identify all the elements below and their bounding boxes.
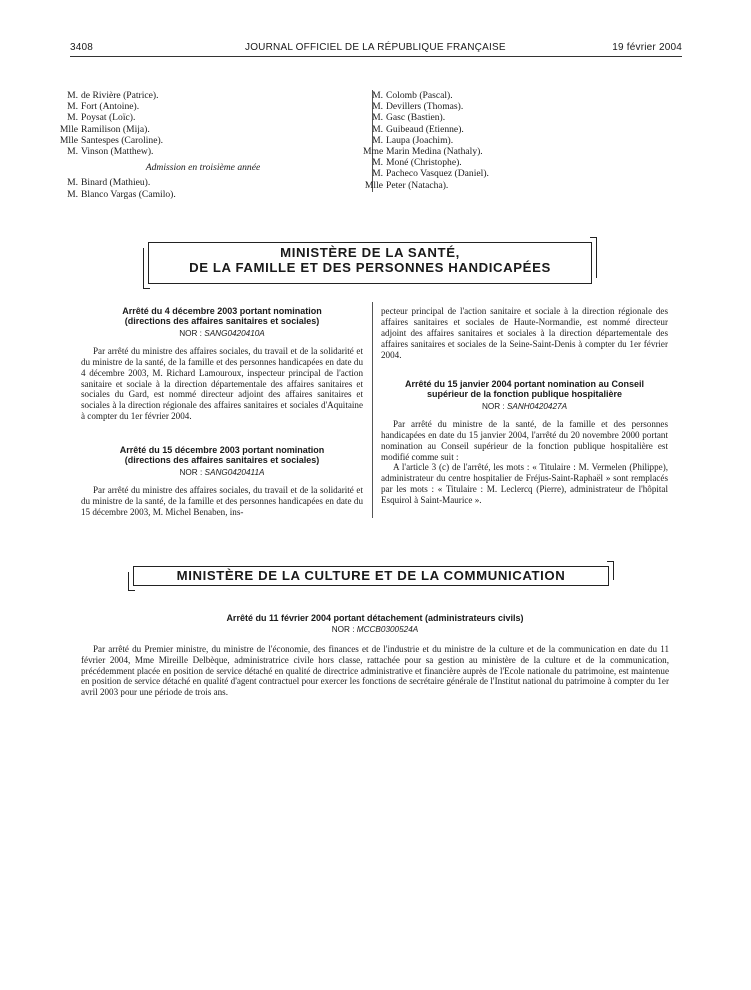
list-item: M. Gasc (Bastien).	[372, 112, 446, 124]
header-rule	[70, 56, 682, 57]
list-item: Mme Marin Medina (Nathaly).	[363, 146, 483, 158]
arrete-4	[81, 613, 669, 697]
arrete-2-nor: NOR : SANG0420411A	[179, 467, 265, 477]
arrete-4-title: Arrêté du 11 février 2004 portant détachement (administrateurs civils)	[226, 613, 524, 623]
arrete-2-continuation	[381, 306, 668, 361]
issue-date: 19 février 2004	[612, 42, 682, 53]
list-item: M. Binard (Mathieu).	[67, 177, 151, 189]
list-item: M. Laupa (Joachim).	[372, 134, 454, 146]
list-item: Mlle Peter (Natacha).	[364, 179, 449, 191]
arrete-2-title: Arrêté du 15 décembre 2003 portant nomination (directions des affaires sanitaires et sociales)	[119, 445, 325, 466]
page-number: 3408	[70, 42, 94, 53]
list-item: M. Moné (Christophe).	[372, 157, 462, 169]
ministry-culture-title: MINISTÈRE DE LA CULTURE ET DE LA COMMUNICATION	[176, 568, 566, 583]
list-item: M. de Rivière (Patrice).	[67, 90, 159, 101]
admission-subheading: Admission en troisième année	[145, 162, 261, 174]
list-item: Mlle Ramilison (Mija).	[59, 123, 150, 135]
list-item: M. Devillers (Thomas).	[372, 101, 464, 113]
arrete-3-title: Arrêté du 15 janvier 2004 portant nomination au Conseil supérieur de la fonction publique hospitalière	[404, 379, 645, 400]
arrete-1	[81, 306, 363, 422]
list-item: M. Vinson (Matthew).	[67, 146, 154, 158]
arrete-2	[81, 445, 363, 518]
names-list-right	[363, 90, 663, 191]
ministry-sante-line2: DE LA FAMILLE ET DES PERSONNES HANDICAPÉES	[189, 260, 551, 275]
ministry-sante-heading	[148, 242, 592, 284]
list-item: M. Fort (Antoine).	[67, 101, 140, 113]
arrete-4-nor: NOR : MCCB0300524A	[331, 625, 419, 635]
journal-title: JOURNAL OFFICIEL DE LA RÉPUBLIQUE FRANÇAISE	[245, 42, 506, 53]
list-item: M. Colomb (Pascal).	[372, 90, 453, 101]
arrete-1-title: Arrêté du 4 décembre 2003 portant nomination (directions des affaires sanitaires et sociales)	[122, 306, 322, 327]
list-item: M. Guibeaud (Etienne).	[372, 123, 464, 135]
ministry-culture-heading	[133, 566, 609, 586]
arrete-4-text: Par arrêté du Premier ministre, du ministre de l'économie, des finances et de l'industrie et du ministre de la culture et de la communication en date du 11 février 2004, Mme Mireille Delbèque, administratrice civile hors classe, rattachée pour sa gestion au ministère de la culture et de la communication, précédemment placée en position de service détaché en qualité de directrice administrative et financière auprès de l'Ecole nationale du patrimoine, est maintenue en position de service détaché en qualité d'agent contractuel pour exercer les fonctions de secrétaire générale de l'Institut national du patrimoine à compter du 1er avril 2003 pour une période de trois ans.	[81, 644, 669, 697]
arrete-3	[381, 379, 668, 506]
list-item: M. Pacheco Vasquez (Daniel).	[372, 168, 489, 180]
ministry-sante-line1: MINISTÈRE DE LA SANTÉ,	[280, 245, 460, 260]
names-list-left	[58, 90, 348, 200]
list-item: Mlle Santespes (Caroline).	[59, 134, 164, 146]
arrete-3-text-1: Par arrêté du ministre de la santé, de la famille et des personnes handicapées en date du 15 janvier 2004, l'arrêté du 20 novembre 2000 portant nomination au Conseil supérieur de la fonction publique hospitalière est modifié comme suit :	[381, 418, 668, 462]
list-item: M. Blanco Vargas (Camilo).	[67, 188, 176, 200]
arrete-3-text-2: A l'article 3 (c) de l'arrêté, les mots : « Titulaire : M. Vermelen (Philippe), administrateur du centre hospitalier de Fréjus-Saint-Raphaël » sont remplacés par les mots : « Titulaire : M. Leclercq (Pierre), administrateur de l'hôpital Esquirol à Saint-Maurice ».	[381, 462, 668, 506]
arrete-1-text: Par arrêté du ministre des affaires sociales, du travail et de la solidarité et du ministre de la santé, de la famille et des personnes handicapées en date du 4 décembre 2003, M. Richard Lamouroux, inspecteur principal de l'action sanitaire et sociale à la direction départementale des affaires sanitaires et sociales du Gard, est nommé directeur adjoint des affaires sanitaires et sociales à la direction régionale des affaires sanitaires et sociales d'Aquitaine à compter du 1er février 2004.	[81, 345, 363, 422]
arrete-3-nor: NOR : SANH0420427A	[481, 401, 568, 411]
list-item: M. Poysat (Loïc).	[67, 112, 136, 124]
arrete-2-continuation-text: pecteur principal de l'action sanitaire et sociale à la direction régionale des affaires sanitaires et sociales de Haute-Normandie, est nommé directeur adjoint des affaires sanitaires et sociales à la direction départementale des affaires sanitaires et sociales de la Seine-Saint-Denis à compter du 1er février 2004.	[381, 306, 668, 360]
column-divider	[372, 302, 373, 518]
arrete-2-text: Par arrêté du ministre des affaires sociales, du travail et de la solidarité et du ministre de la santé, de la famille et des personnes handicapées en date du 15 décembre 2003, M. Michel Benaben, ins-	[81, 484, 363, 517]
arrete-1-nor: NOR : SANG0420410A	[179, 328, 265, 338]
